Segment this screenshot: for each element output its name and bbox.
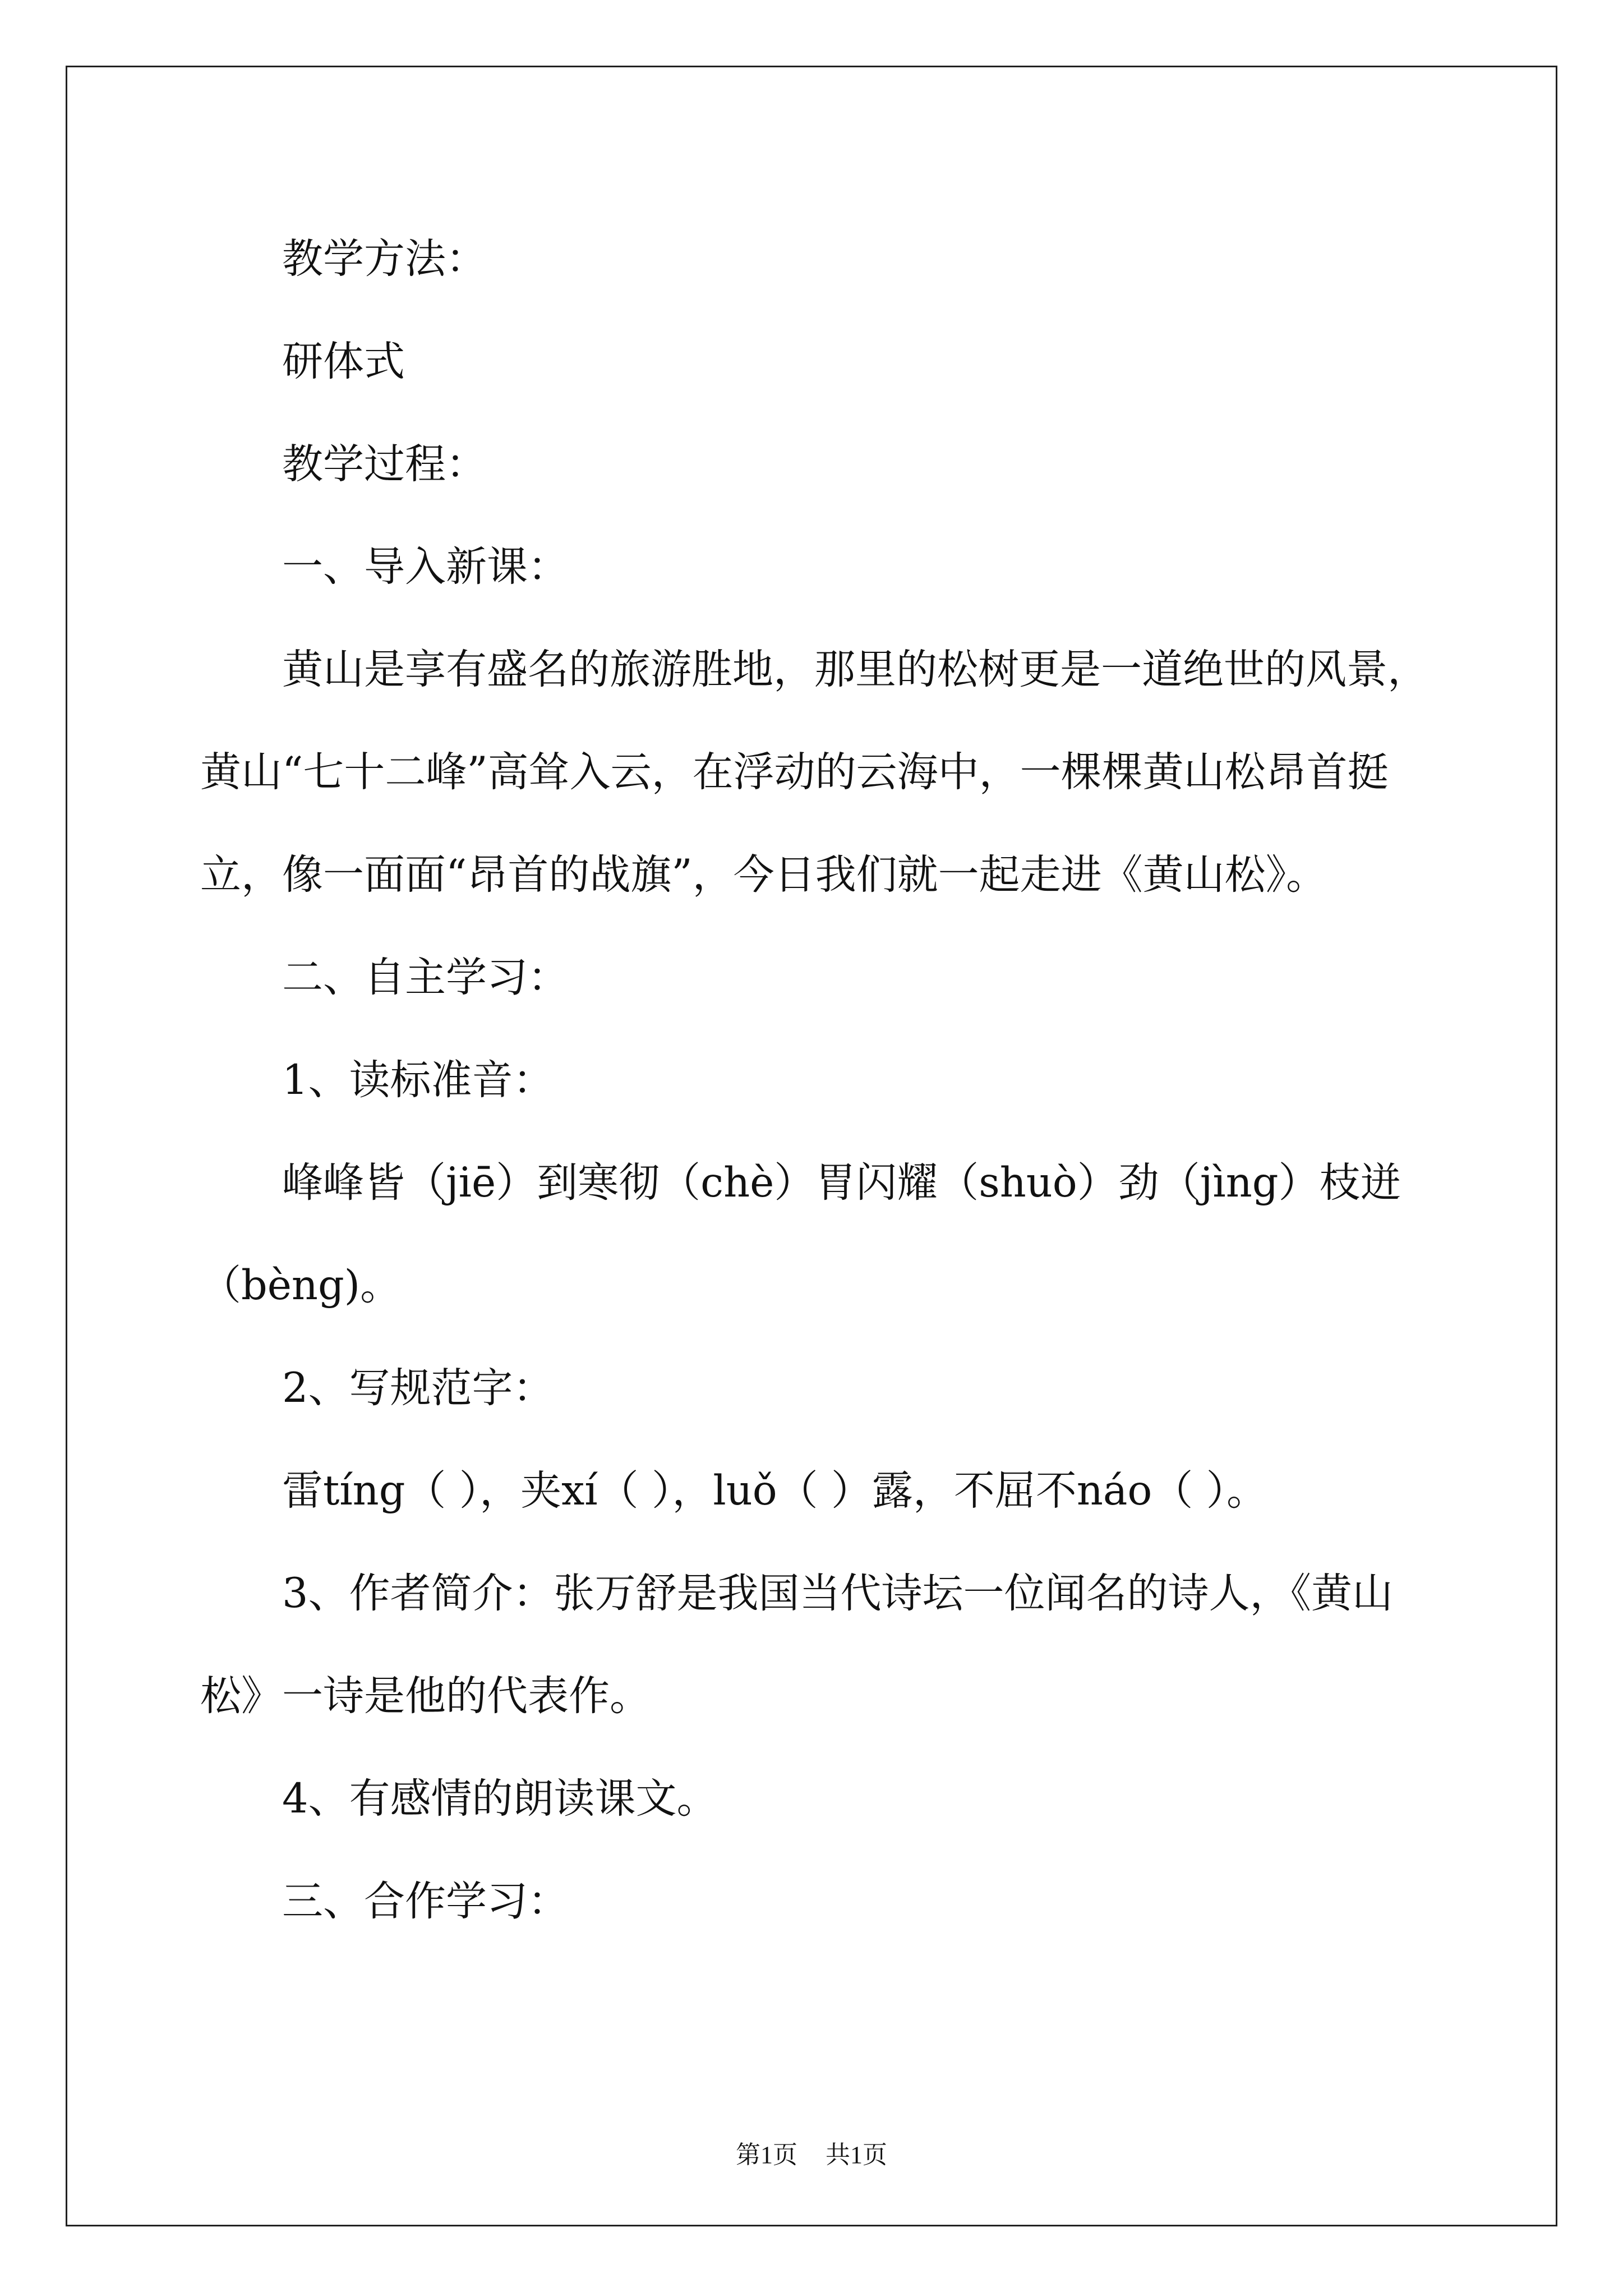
list-item-writing-heading: 2、写规范字：: [282, 1364, 554, 1412]
paragraph-teaching-process-heading: 教学过程：: [282, 440, 487, 488]
page-number-total: 共1页: [826, 2141, 887, 2169]
page-footer: [0, 2134, 1623, 2170]
paragraph-teaching-method-heading: 教学方法：: [282, 235, 487, 283]
paragraph-writing-exercise: 雷tíng（ ），夹xí（ ），luǒ（ ）露，不屈不náo（ ）。: [282, 1467, 1268, 1515]
paragraph-teaching-method: 研体式: [282, 338, 405, 385]
list-item-pronunciation-heading: 1、读标准音：: [282, 1056, 554, 1104]
list-item-reading: 4、有感情的朗读课文。: [282, 1775, 718, 1823]
paragraph-introduction: 黄山是享有盛名的旅游胜地，那里的松树更是一道绝世的风景，黄山“七十二峰”高耸入云，在浮动的云海中，一棵棵黄山松昂首挺立，像一面面“昂首的战旗”，今日我们就一起走进《黄山松》。: [200, 646, 1428, 899]
section-heading-cooperative-study: 三、合作学习：: [282, 1878, 569, 1925]
document-body: [200, 208, 1440, 1953]
paragraph-author-intro: 3、作者简介：张万舒是我国当代诗坛一位闻名的诗人，《黄山松》一诗是他的代表作。: [200, 1570, 1393, 1720]
section-heading-introduction: 一、导入新课：: [282, 543, 569, 591]
paragraph-pronunciation: 峰峰皆（jiē）到寒彻（chè）胃闪耀（shuò）劲（jìng）枝迸（bèng)。: [200, 1159, 1401, 1309]
section-heading-self-study: 二、自主学习：: [282, 954, 569, 1001]
page-number-current: 第1页: [736, 2141, 797, 2169]
